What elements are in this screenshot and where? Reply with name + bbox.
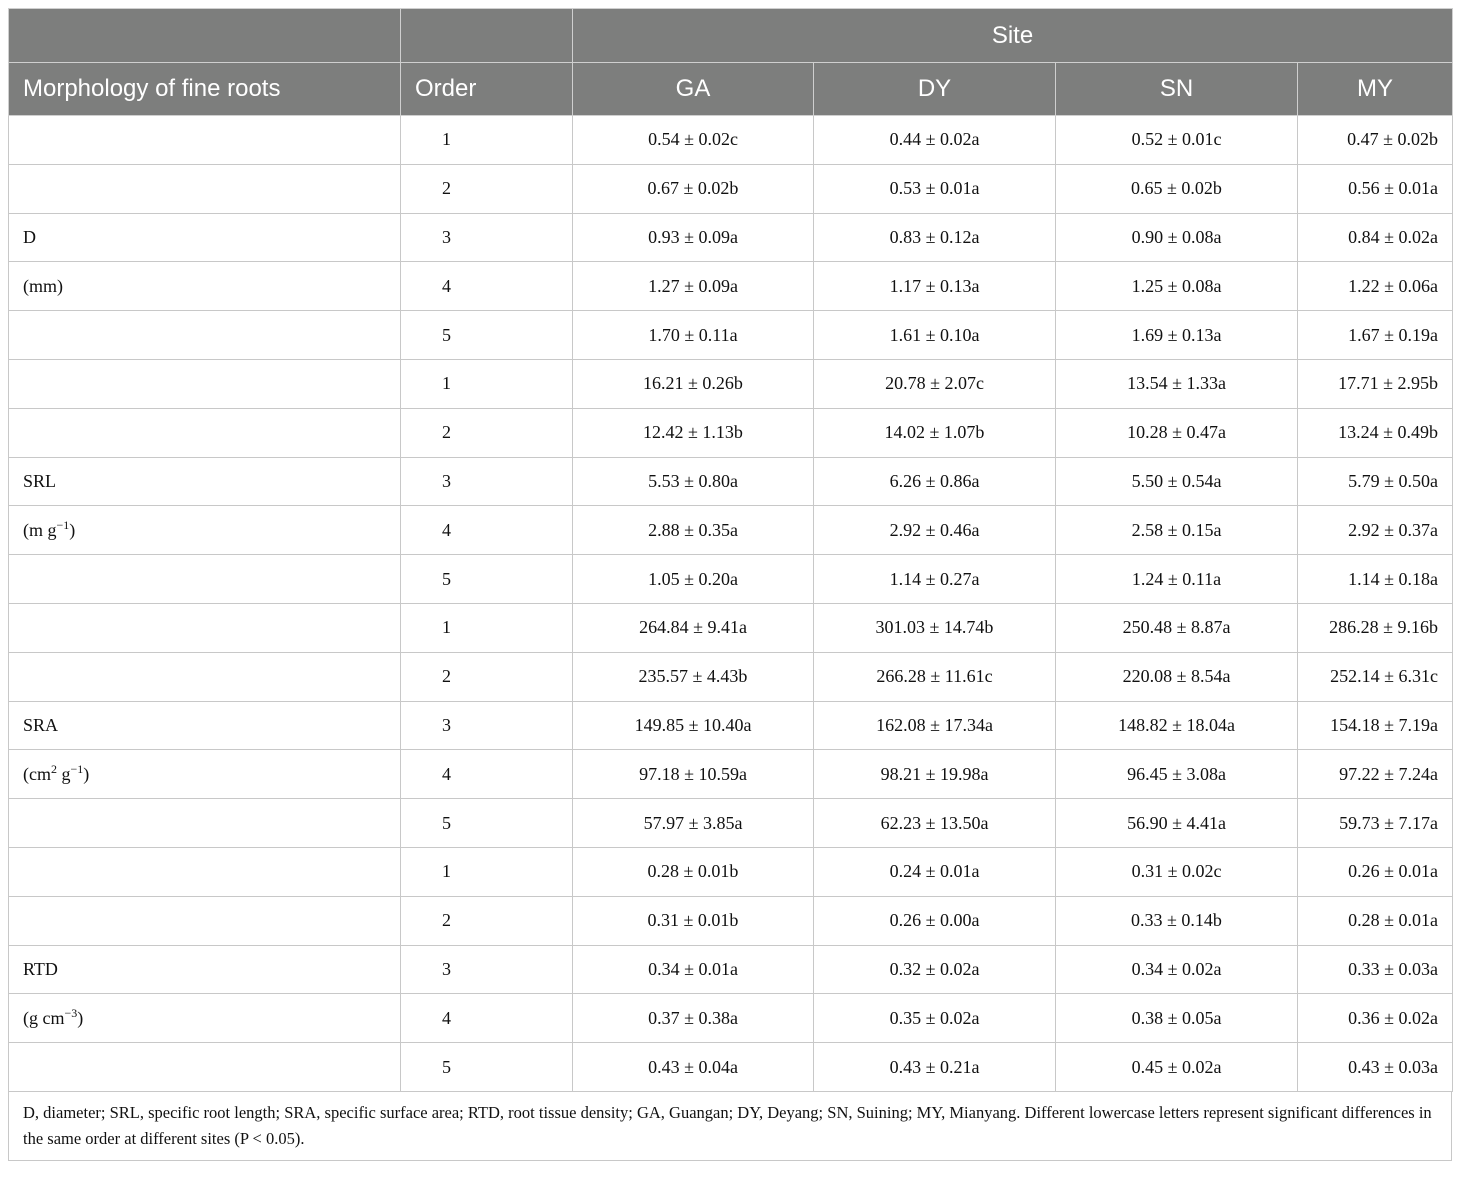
table-row xyxy=(9,1043,1453,1092)
cell-value-sn: 250.48 ± 8.87a xyxy=(1056,603,1298,652)
row-order: 5 xyxy=(401,799,573,848)
row-variable-label xyxy=(9,311,401,360)
row-variable-label xyxy=(9,116,401,165)
label-text-mid: g xyxy=(56,763,71,784)
header-site-ga: GA xyxy=(573,63,814,116)
cell-value-ga: 0.43 ± 0.04a xyxy=(573,1043,814,1092)
table-row xyxy=(9,945,1453,994)
row-variable-label xyxy=(9,1043,401,1092)
cell-value-dy: 62.23 ± 13.50a xyxy=(814,799,1056,848)
row-order: 2 xyxy=(401,164,573,213)
cell-value-sn: 148.82 ± 18.04a xyxy=(1056,701,1298,750)
row-variable-label xyxy=(9,262,401,311)
label-superscript: −1 xyxy=(56,517,70,532)
cell-value-my: 13.24 ± 0.49b xyxy=(1298,408,1453,457)
table-row xyxy=(9,408,1453,457)
row-variable-label xyxy=(9,164,401,213)
row-variable-label xyxy=(9,603,401,652)
row-order: 1 xyxy=(401,603,573,652)
row-variable-label xyxy=(9,945,401,994)
cell-value-my: 2.92 ± 0.37a xyxy=(1298,506,1453,555)
header-empty-morph xyxy=(9,9,401,63)
row-order: 2 xyxy=(401,896,573,945)
cell-value-dy: 301.03 ± 14.74b xyxy=(814,603,1056,652)
cell-value-my: 0.56 ± 0.01a xyxy=(1298,164,1453,213)
cell-value-ga: 1.05 ± 0.20a xyxy=(573,555,814,604)
label-text: (m g xyxy=(23,519,57,540)
table-row xyxy=(9,457,1453,506)
cell-value-ga: 1.27 ± 0.09a xyxy=(573,262,814,311)
cell-value-dy: 0.32 ± 0.02a xyxy=(814,945,1056,994)
label-text: SRA xyxy=(23,714,59,735)
label-text: D xyxy=(23,226,36,247)
table-row xyxy=(9,603,1453,652)
cell-value-ga: 97.18 ± 10.59a xyxy=(573,750,814,799)
cell-value-dy: 266.28 ± 11.61c xyxy=(814,652,1056,701)
table-row xyxy=(9,213,1453,262)
label-text: RTD xyxy=(23,958,58,979)
cell-value-dy: 1.14 ± 0.27a xyxy=(814,555,1056,604)
cell-value-sn: 0.45 ± 0.02a xyxy=(1056,1043,1298,1092)
cell-value-ga: 149.85 ± 10.40a xyxy=(573,701,814,750)
cell-value-dy: 0.24 ± 0.01a xyxy=(814,847,1056,896)
table-row xyxy=(9,799,1453,848)
row-order: 4 xyxy=(401,994,573,1043)
label-superscript: 2 xyxy=(50,761,57,776)
cell-value-sn: 56.90 ± 4.41a xyxy=(1056,799,1298,848)
cell-value-dy: 0.83 ± 0.12a xyxy=(814,213,1056,262)
cell-value-ga: 0.54 ± 0.02c xyxy=(573,116,814,165)
header-morphology: Morphology of fine roots xyxy=(9,63,401,116)
table-row xyxy=(9,164,1453,213)
cell-value-ga: 235.57 ± 4.43b xyxy=(573,652,814,701)
table-row xyxy=(9,994,1453,1043)
cell-value-sn: 1.24 ± 0.11a xyxy=(1056,555,1298,604)
cell-value-my: 0.26 ± 0.01a xyxy=(1298,847,1453,896)
cell-value-my: 1.14 ± 0.18a xyxy=(1298,555,1453,604)
cell-value-dy: 0.43 ± 0.21a xyxy=(814,1043,1056,1092)
cell-value-dy: 0.53 ± 0.01a xyxy=(814,164,1056,213)
header-site-sn: SN xyxy=(1056,63,1298,116)
header-site-dy: DY xyxy=(814,63,1056,116)
cell-value-dy: 14.02 ± 1.07b xyxy=(814,408,1056,457)
cell-value-sn: 0.38 ± 0.05a xyxy=(1056,994,1298,1043)
cell-value-sn: 1.69 ± 0.13a xyxy=(1056,311,1298,360)
header-empty-order xyxy=(401,9,573,63)
cell-value-ga: 57.97 ± 3.85a xyxy=(573,799,814,848)
cell-value-my: 17.71 ± 2.95b xyxy=(1298,359,1453,408)
header-row-site xyxy=(9,9,1453,63)
table-row xyxy=(9,116,1453,165)
cell-value-sn: 220.08 ± 8.54a xyxy=(1056,652,1298,701)
table-row xyxy=(9,359,1453,408)
table-row xyxy=(9,750,1453,799)
cell-value-sn: 0.33 ± 0.14b xyxy=(1056,896,1298,945)
cell-value-sn: 13.54 ± 1.33a xyxy=(1056,359,1298,408)
cell-value-ga: 0.37 ± 0.38a xyxy=(573,994,814,1043)
row-order: 4 xyxy=(401,506,573,555)
fine-root-table-container xyxy=(8,8,1452,1161)
table-row xyxy=(9,311,1453,360)
row-variable-label xyxy=(9,652,401,701)
cell-value-sn: 96.45 ± 3.08a xyxy=(1056,750,1298,799)
row-order: 3 xyxy=(401,457,573,506)
label-superscript: −3 xyxy=(64,1005,78,1020)
cell-value-ga: 0.93 ± 0.09a xyxy=(573,213,814,262)
cell-value-ga: 264.84 ± 9.41a xyxy=(573,603,814,652)
row-order: 2 xyxy=(401,652,573,701)
label-text: (g cm xyxy=(23,1007,65,1028)
row-order: 5 xyxy=(401,311,573,360)
cell-value-ga: 0.67 ± 0.02b xyxy=(573,164,814,213)
label-text-end: ) xyxy=(69,519,76,540)
row-variable-label xyxy=(9,896,401,945)
cell-value-my: 286.28 ± 9.16b xyxy=(1298,603,1453,652)
cell-value-my: 1.22 ± 0.06a xyxy=(1298,262,1453,311)
row-variable-label xyxy=(9,457,401,506)
cell-value-ga: 12.42 ± 1.13b xyxy=(573,408,814,457)
table-row xyxy=(9,506,1453,555)
cell-value-my: 59.73 ± 7.17a xyxy=(1298,799,1453,848)
header-site-my: MY xyxy=(1298,63,1453,116)
cell-value-dy: 1.61 ± 0.10a xyxy=(814,311,1056,360)
table-row xyxy=(9,652,1453,701)
cell-value-dy: 1.17 ± 0.13a xyxy=(814,262,1056,311)
table-row xyxy=(9,896,1453,945)
cell-value-dy: 0.35 ± 0.02a xyxy=(814,994,1056,1043)
cell-value-sn: 0.34 ± 0.02a xyxy=(1056,945,1298,994)
cell-value-my: 0.47 ± 0.02b xyxy=(1298,116,1453,165)
cell-value-sn: 0.52 ± 0.01c xyxy=(1056,116,1298,165)
cell-value-my: 0.33 ± 0.03a xyxy=(1298,945,1453,994)
label-text: SRL xyxy=(23,470,57,491)
row-order: 3 xyxy=(401,945,573,994)
row-order: 3 xyxy=(401,701,573,750)
cell-value-my: 0.28 ± 0.01a xyxy=(1298,896,1453,945)
cell-value-ga: 2.88 ± 0.35a xyxy=(573,506,814,555)
cell-value-ga: 5.53 ± 0.80a xyxy=(573,457,814,506)
row-order: 3 xyxy=(401,213,573,262)
row-order: 1 xyxy=(401,847,573,896)
row-order: 2 xyxy=(401,408,573,457)
header-row-columns xyxy=(9,63,1453,116)
table-footnote: D, diameter; SRL, specific root length; SRA, specific surface area; RTD, root tissue density; GA, Guangan; DY, Deyang; SN, Suining; MY, Mianyang. Different lowercase letters represent significant differences in the same order at different sites (P < 0.05). xyxy=(8,1092,1452,1161)
cell-value-my: 5.79 ± 0.50a xyxy=(1298,457,1453,506)
row-order: 4 xyxy=(401,750,573,799)
cell-value-sn: 0.90 ± 0.08a xyxy=(1056,213,1298,262)
row-order: 1 xyxy=(401,116,573,165)
cell-value-ga: 0.31 ± 0.01b xyxy=(573,896,814,945)
row-variable-label xyxy=(9,555,401,604)
cell-value-my: 252.14 ± 6.31c xyxy=(1298,652,1453,701)
cell-value-ga: 0.28 ± 0.01b xyxy=(573,847,814,896)
row-variable-label xyxy=(9,994,401,1043)
cell-value-dy: 2.92 ± 0.46a xyxy=(814,506,1056,555)
label-text-end: ) xyxy=(77,1007,84,1028)
row-variable-label xyxy=(9,701,401,750)
row-variable-label xyxy=(9,847,401,896)
cell-value-dy: 0.26 ± 0.00a xyxy=(814,896,1056,945)
cell-value-sn: 10.28 ± 0.47a xyxy=(1056,408,1298,457)
row-order: 5 xyxy=(401,1043,573,1092)
cell-value-sn: 5.50 ± 0.54a xyxy=(1056,457,1298,506)
cell-value-dy: 20.78 ± 2.07c xyxy=(814,359,1056,408)
cell-value-sn: 2.58 ± 0.15a xyxy=(1056,506,1298,555)
cell-value-ga: 16.21 ± 0.26b xyxy=(573,359,814,408)
label-superscript-2: −1 xyxy=(70,761,84,776)
cell-value-ga: 1.70 ± 0.11a xyxy=(573,311,814,360)
cell-value-my: 1.67 ± 0.19a xyxy=(1298,311,1453,360)
cell-value-my: 154.18 ± 7.19a xyxy=(1298,701,1453,750)
row-order: 4 xyxy=(401,262,573,311)
row-order: 5 xyxy=(401,555,573,604)
table-header xyxy=(9,9,1453,116)
row-variable-label xyxy=(9,799,401,848)
row-variable-label xyxy=(9,408,401,457)
row-variable-label xyxy=(9,213,401,262)
cell-value-my: 0.36 ± 0.02a xyxy=(1298,994,1453,1043)
label-text: (mm) xyxy=(23,275,63,296)
row-variable-label xyxy=(9,359,401,408)
row-order: 1 xyxy=(401,359,573,408)
label-text: (cm xyxy=(23,763,51,784)
header-order: Order xyxy=(401,63,573,116)
cell-value-my: 97.22 ± 7.24a xyxy=(1298,750,1453,799)
cell-value-sn: 1.25 ± 0.08a xyxy=(1056,262,1298,311)
table-body xyxy=(9,116,1453,1092)
row-variable-label xyxy=(9,506,401,555)
cell-value-dy: 0.44 ± 0.02a xyxy=(814,116,1056,165)
cell-value-ga: 0.34 ± 0.01a xyxy=(573,945,814,994)
cell-value-dy: 6.26 ± 0.86a xyxy=(814,457,1056,506)
row-variable-label xyxy=(9,750,401,799)
cell-value-my: 0.43 ± 0.03a xyxy=(1298,1043,1453,1092)
cell-value-dy: 162.08 ± 17.34a xyxy=(814,701,1056,750)
cell-value-dy: 98.21 ± 19.98a xyxy=(814,750,1056,799)
cell-value-sn: 0.65 ± 0.02b xyxy=(1056,164,1298,213)
cell-value-sn: 0.31 ± 0.02c xyxy=(1056,847,1298,896)
header-site: Site xyxy=(573,9,1453,63)
table-row xyxy=(9,262,1453,311)
cell-value-my: 0.84 ± 0.02a xyxy=(1298,213,1453,262)
fine-root-morphology-table xyxy=(8,8,1453,1092)
label-text-end: ) xyxy=(83,763,90,784)
table-row xyxy=(9,847,1453,896)
table-row xyxy=(9,555,1453,604)
table-row xyxy=(9,701,1453,750)
